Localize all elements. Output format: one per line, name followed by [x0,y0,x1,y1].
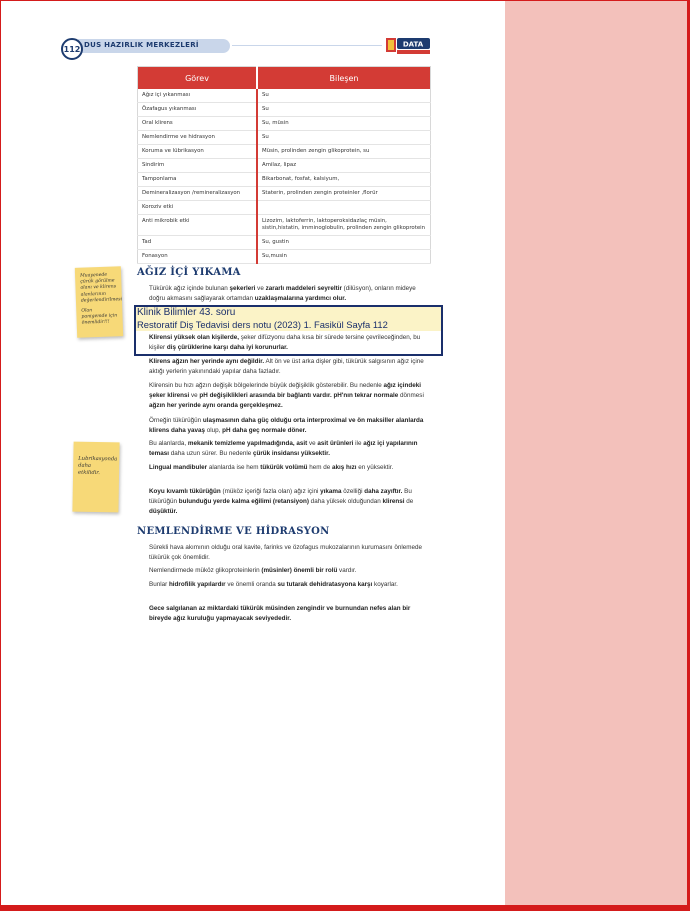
table-row [138,145,431,159]
paragraph: Gece salgılanan az miktardaki tükürük müsinden zengindir ve burnundan nefes alan bir bireyde ağız kuruluğu yapmayacak seviyededir. [149,605,411,622]
saliva-function-table [137,66,431,264]
paragraph: Nemlendirmede müköz glikoproteinlerin (müsinler) önemli bir rolü vardır. [149,567,357,574]
paragraph: Klirens ağzın her yerinde aynı değildir. Alt ön ve üst arka dişler gibi, tükürük salgısının ağız içine aktığı yerlerin yakınındaki yapılar daha fazladır. [149,358,424,375]
paragraph: Koyu kıvamlı tükürüğün (müköz içeriği fazla olan) ağız içini yıkama özelliği daha zayıftır. Bu tükürüğün bulunduğu yerde kalma eğilimi (retansiyon) daha yüksek olduğundan klirensi de düşüktür. [149,488,414,515]
table-row [138,250,431,264]
table-cell: Müsin, prolinden zengin glikoprotein, su [257,145,431,159]
table-row [138,173,431,187]
table-cell: Oral klirens [138,117,258,131]
table-cell: Sindirim [138,159,258,173]
table-row [138,89,431,103]
column-header: Görev [138,67,258,90]
paragraph: Klirensi yüksek olan kişilerde, şeker difüzyonu daha kısa bir sürede tersine çevrileceğinden, bu kişiler diş çürüklerine karşı daha iyi korunurlar. [149,334,421,351]
table-cell: Nemlendirme ve hidrasyon [138,131,258,145]
paragraph: Bunlar hidrofilik yapılardır ve önemli oranda su tutarak dehidratasyona karşı koyarlar. [149,581,398,588]
paragraph: Bu alanlarda, mekanik temizleme yapılmadığında, asit ve asit ürünleri ile ağız içi yapılarının teması daha uzun sürer. Bu nedenle çürük insidansı yüksektir. [149,440,418,457]
header-rule [232,45,382,46]
paragraph: Tükürük ağız içinde bulunan şekerleri ve zararlı maddeleri seyreltir (dilüsyon), onların mideye doğru akmasını sağlayarak ortamdan uzaklaşmalarına yardımcı olur. [149,285,416,302]
sticky-note-text: Olan panigemde için önemlidir!!! [81,308,118,327]
section-title: NEMLENDİRME VE HİDRASYON [137,526,330,537]
table-row [138,201,431,215]
table-cell: Fonasyon [138,250,258,264]
table-cell: Staterin, prolinden zengin proteinler ,florür [257,187,431,201]
table-cell: Demineralizasyon /remineralizasyon [138,187,258,201]
table-row [138,215,431,236]
side-margin [505,1,687,905]
table-cell: Lizozim, laktoferrin, laktoperoksidazlaç müsin, sistin,histatin, imminoglobulin, prolinden zengin glikoprotein [257,215,431,236]
table-cell: Su, gustin [257,236,431,250]
paragraph: Lingual mandibuler alanlarda ise hem tükürük volümü hem de akış hızı en yüksektir. [149,464,394,471]
table-cell: Anti mikrobik etki [138,215,258,236]
annotation-title: Klinik Bilimler 43. soru [137,307,236,318]
table-cell: Su [257,103,431,117]
paragraph: Sürekli hava akımının olduğu oral kavite, farinks ve özofagus mukozalarının kurumasını önlemede tükürük çok önemlidir. [149,544,423,561]
table-cell: Özafagus yıkanması [138,103,258,117]
table-cell: Tad [138,236,258,250]
frame-bottom-edge [0,905,690,911]
sticky-note-text: Lubrikasyonda daha etkilidir. [78,455,118,477]
sticky-note [75,266,123,338]
table-cell: Bikarbonat, fosfat, kalsiyum, [257,173,431,187]
sticky-note-text: Muayenede çürük görülme alanı ve klirens alanlarının değerlendirilmesi [79,272,123,304]
column-header: Bileşen [257,67,431,90]
table-row [138,131,431,145]
annotation-source: Restoratif Diş Tedavisi ders notu (2023) 1. Fasikül Sayfa 112 [137,319,388,330]
section-title: AĞIZ İÇİ YIKAMA [137,267,241,278]
table-header-row [138,67,431,90]
table-row [138,159,431,173]
table-row [138,187,431,201]
table-row [138,117,431,131]
table-cell: Su [257,89,431,103]
logo-text: DATA [402,40,424,49]
sticky-note [72,442,119,513]
table-cell: Koroziv etki [138,201,258,215]
paragraph: Örneğin tükürüğün ulaşmasının daha güç olduğu orta interproximal ve ön maksiller alanlarda klirens daha yavaş olup, pH daha geç normale döner. [149,417,424,434]
header-title: DUS HAZIRLIK MERKEZLERİ [84,41,199,49]
table-cell [257,201,431,215]
page-number: 112 [61,38,83,60]
publisher-logo [386,34,430,56]
paragraph: Klirensin bu hızı ağzın değişik bölgelerinde büyük değişiklik gösterebilir. Bu nedenle ağız içindeki şeker klirensi ve pH değişiklikleri arasında bir bağlantı vardır. pH'nın tekrar normale dönmesi ağzın her yerinde aynı oranda gerçekleşmez. [149,382,424,409]
table-cell: Ağız içi yıkanması [138,89,258,103]
table-row [138,103,431,117]
table-row [138,236,431,250]
table-cell: Koruma ve lübrikasyon [138,145,258,159]
table-cell: Tamponlama [138,173,258,187]
table-cell: Su, müsin [257,117,431,131]
table-cell: Amilaz, lipaz [257,159,431,173]
table-cell: Su,musin [257,250,431,264]
table-cell: Su [257,131,431,145]
